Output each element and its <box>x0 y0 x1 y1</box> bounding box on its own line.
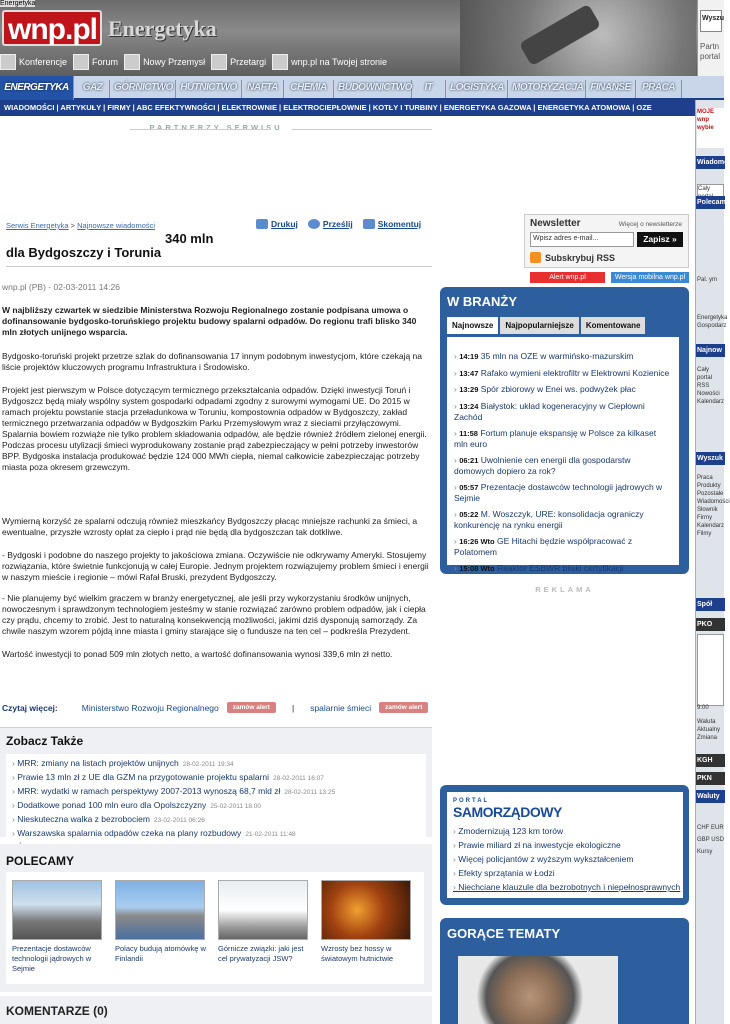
item-link[interactable]: Białystok: układ kogeneracyjny w Ciepłowni Zachód <box>454 400 645 422</box>
strip-header: PKN <box>696 772 725 785</box>
tab-hutnictwo[interactable]: HUTNICTWO <box>176 80 242 98</box>
tab-newest[interactable]: Najnowsze <box>447 317 498 334</box>
link-konferencje[interactable] <box>0 54 67 70</box>
top-links <box>0 52 387 72</box>
rss-icon <box>530 252 541 263</box>
article-paragraph: Projekt jest pierwszym w Polsce dotyczącym termicznego przekształcania odpadów. Dzięki inwestycji Toruń i Bydgoszcz będą miały wspólny system gospodarki odpadami zgodny z surowymi wymogami UE. Do 2015 w ramach projektu powstanie stacja przeładunkowa w Toruniu, kompostownia odpadów w Bydgoszczy, zakład termicznego przetwarzania odpadów w Bydgoszkim Parku Przemysłowym wraz z sieciami przyłączowymi. Spalarnia bowiem rozwiąże nie tylko problem składowania odpadów, ale będzie również źródłem zielonej energii. Podczas procesu utylizacji śmieci wyprodukowany zostanie prąd zabezpieczający w pełni potrzeby inwestorów BPP. Bydgoska instalacja produkować będzie 124 000 MWh ciepła, niemal całkowicie zabezpieczając potrzeby miasta poza okresem grzewczym. <box>2 385 427 472</box>
industry-news-box <box>440 287 689 574</box>
link-label: Nowy Przemysł <box>143 57 206 67</box>
item-link[interactable]: Nieskuteczna walka z bezrobociem <box>17 814 150 824</box>
list-item[interactable] <box>12 757 420 771</box>
printer-icon <box>256 219 268 229</box>
link-label: Forum <box>92 57 119 67</box>
widget-icon <box>272 54 288 70</box>
strip-header: Wiadomo <box>696 156 725 169</box>
tab-popular[interactable]: Najpopularniejsze <box>500 317 578 334</box>
sub-navigation[interactable]: WIADOMOŚCI | ARTYKUŁY | FIRMY | ABC EFEKTYWNOŚCI | ELEKTROWNIE | ELEKTROCIEPŁOWNIE | KOTŁY I TURBINY | ENERGETYKA GAZOWA | ENERGETYKA ATOMOWA | OZE <box>0 100 724 116</box>
list-item[interactable] <box>12 813 420 827</box>
link-widget[interactable] <box>272 54 387 70</box>
rss-label: Subskrybuj RSS <box>545 252 616 263</box>
portal-link[interactable]: › Zmodernizują 123 km torów <box>453 824 677 838</box>
item-time: 16:26 Wto <box>459 536 495 546</box>
article-byline: wnp.pl (PB) - 02-03-2011 14:26 <box>2 282 120 292</box>
tab-motoryzacja[interactable]: MOTORYZACJA <box>508 80 586 98</box>
item-date: 21-02-2011 11:48 <box>245 831 296 838</box>
partners-label: PARTNERZY SERWISU <box>0 123 432 135</box>
site-logo[interactable]: wnp.pl <box>2 10 102 46</box>
list-item[interactable] <box>12 827 420 841</box>
right-strip <box>695 100 730 1024</box>
article-lead: W najbliższy czwartek w siedzibie Ministerstwa Rozwoju Regionalnego zostanie podpisana umowa o dofinansowanie bydgosko-toruńskiego projektu budowy spalarni odpadów. Do regionu trafi blisko 340 mln złotych unijnego wsparcia. <box>2 305 417 337</box>
link-nowy-przemysl[interactable] <box>124 54 205 70</box>
category-tabs <box>0 76 724 100</box>
stock-chart <box>697 634 724 706</box>
mobile-version-button[interactable]: Wersja mobilna wnp.pl <box>611 272 689 283</box>
item-time: 15:08 Wto <box>459 563 495 573</box>
send-button[interactable] <box>308 219 353 229</box>
order-alert-button[interactable]: zamów alert <box>227 702 276 713</box>
breadcrumb-home[interactable]: Serwis Energetyka <box>6 221 69 230</box>
item-link[interactable]: Prezentacje dostawców technologii jądrowych w Sejmie <box>454 481 663 503</box>
strip-text: Waluta Aktualny Zmiana <box>697 719 721 741</box>
portal-link[interactable]: › Efekty sprzątania w Łodzi <box>453 866 677 880</box>
link-label: Przetargi <box>230 57 267 67</box>
tab-nafta[interactable]: NAFTA <box>242 80 284 98</box>
strip-header: Polecamy <box>696 196 725 209</box>
partner-text: Partn portal <box>700 42 721 61</box>
strip-header: KGH <box>696 754 725 767</box>
tab-gornictwo[interactable]: GÓRNICTWO <box>110 80 176 98</box>
item-link[interactable]: Uwolnienie cen energii dla gospodarstw domowych dopiero za rok? <box>454 454 631 476</box>
newsletter-box <box>524 214 689 268</box>
list-item[interactable] <box>12 785 420 799</box>
item-time: 05:22 <box>459 509 479 519</box>
item-link[interactable]: Rafako wymieni elektrofiltr w Elektrowni Kozienice <box>480 367 670 378</box>
item-link[interactable]: Prawie 13 mln zł z UE dla GZM na przygotowanie projektu spalarni <box>17 772 270 782</box>
hot-topics-title: GORĄCE TEMATY <box>447 926 561 941</box>
list-item[interactable] <box>454 428 672 450</box>
link-label: Konferencje <box>19 57 68 67</box>
list-item[interactable] <box>454 536 672 558</box>
newsletter-title: Newsletter <box>530 218 581 229</box>
hot-topic-photo[interactable] <box>458 956 618 1024</box>
list-item[interactable] <box>454 401 672 423</box>
recommended-link[interactable]: Polacy budują atomówkę w Finlandii <box>115 944 206 963</box>
item-time: 14:19 <box>459 352 479 361</box>
read-more-label: Czytaj więcej: <box>2 702 58 713</box>
item-time: 13:29 <box>459 385 479 394</box>
my-wnp-widget[interactable]: MOJE wnp wybie <box>697 108 724 148</box>
comment-label: Skomentuj <box>377 219 422 229</box>
cooling-towers-image[interactable] <box>12 880 102 940</box>
portal-samorzadowy-box <box>440 785 689 905</box>
item-time: 11:58 <box>459 428 478 438</box>
separator: | <box>291 702 295 713</box>
list-item[interactable] <box>454 351 672 363</box>
item-date: 25-02-2011 18:00 <box>210 803 262 810</box>
tag-link-mrr[interactable]: Ministerstwo Rozwoju Regionalnego <box>81 702 219 713</box>
strip-text: Cały portal RSS Nowości Kalendarz <box>697 367 725 405</box>
article-paragraph: - Bydgoski i podobne do naszego projekty to jakościowa zmiana. Oczywiście nie odkrywamy Ameryki. Stosujemy rozwiązania, które świetnie funkcjonują w całej Europie. Jednym projektem rozwiązujemy problem śmieci i energii w naszym mieście i regionie – mówi Rafał Bruski, prezydent Bydgoszczy. <box>2 550 429 582</box>
recommended-box <box>0 844 432 992</box>
tag-link-spalarnie[interactable]: spalarnie śmieci <box>310 702 372 713</box>
read-more <box>2 702 428 713</box>
magazine-icon <box>124 54 140 70</box>
article-paragraph: Wartość inwestycji to ponad 509 mln złotych netto, a wartość dofinansowania wynosi 339,6 mln zł netto. <box>2 649 393 659</box>
currency-list: CHF EUR GBP USD Kursy <box>697 825 724 855</box>
recommended-item[interactable] <box>321 880 413 976</box>
item-date: 28-02-2011 19:34 <box>182 761 234 768</box>
item-link[interactable]: Warszawska spalarnia odpadów czeka na plany rozbudowy <box>17 828 242 838</box>
order-alert-button[interactable]: zamów alert <box>379 702 428 713</box>
see-also-box <box>0 727 432 837</box>
link-przetargi[interactable] <box>211 54 266 70</box>
tab-chemia[interactable]: CHEMIA <box>284 80 334 98</box>
header-search-input[interactable]: Wyszu <box>700 10 722 32</box>
item-link[interactable]: MRR: zmiany na listach projektów unijnych <box>17 758 179 768</box>
link-label: wnp.pl na Twojej stronie <box>291 57 387 67</box>
strip-header: Wyszuk <box>696 452 725 465</box>
portal-logo-sub: PORTAL <box>453 798 490 804</box>
list-item[interactable] <box>454 563 672 575</box>
header-search-box <box>697 0 724 76</box>
portal-inner <box>447 792 683 898</box>
portal-link[interactable]: › Więcej policjantów z wyższym wykształceniem <box>453 852 677 866</box>
item-time: 06:21 <box>459 455 479 465</box>
conference-icon <box>0 54 16 70</box>
tiny-tag: Energetyka <box>0 0 36 7</box>
strip-text: 9:00 <box>697 705 709 711</box>
portal-link[interactable]: › Prawie miliard zł na inwestycje ekologiczne <box>453 838 677 852</box>
print-button[interactable] <box>256 219 298 229</box>
strip-header: Waluty <box>696 790 725 803</box>
see-also-list <box>6 754 426 858</box>
list-item[interactable] <box>454 482 672 504</box>
article-actions <box>256 219 421 229</box>
article-paragraph: - Nie planujemy być wielkim graczem w branży energetycznej, ale jeśli przy wykorzystaniu środków unijnych, nowoczesnym i sprawdzonym technologiem jesteśmy w stanie rozwiązać zarówno problem odpadów, jak i ciepła czy prądu, chcemy to zrobić. Jest to naturalną konsekwencją możliwości, jakimi dziś dysponują samorządy. Za chwile naszym wzorem pójdą inne miasta i gminy starające się o fundusze na ten cel – podkreśla Prezydent. <box>2 593 426 636</box>
list-item[interactable] <box>454 509 672 531</box>
steel-mill-image[interactable] <box>321 880 411 940</box>
recommended-items <box>6 872 424 984</box>
list-item[interactable] <box>454 368 672 380</box>
item-link[interactable]: MRR: wydatki w ramach perspektywy 2007-2013 wynoszą 68,7 mld zł <box>17 786 281 796</box>
comment-button[interactable] <box>363 219 421 229</box>
industry-list <box>447 337 679 573</box>
list-item[interactable] <box>454 455 672 477</box>
section-logo[interactable]: Energetyka <box>108 16 217 41</box>
item-time: 13:24 <box>459 401 479 411</box>
subscribe-button[interactable]: Zapisz » <box>637 232 683 247</box>
print-label: Drukuj <box>271 219 298 229</box>
strip-header: PKO <box>696 618 725 631</box>
strip-select[interactable]: Cały <box>697 184 724 198</box>
article-title-line1: 340 mln <box>165 231 214 246</box>
tab-energetyka[interactable]: ENERGETYKA <box>0 76 74 100</box>
article-title-line2: dla Bydgoszczy i Torunia <box>6 245 162 260</box>
hot-topics-box <box>440 918 689 1024</box>
portal-logo-name: SAMORZĄDOWY <box>453 804 562 820</box>
email-input[interactable]: Wpisz adres e-mail... <box>530 232 634 247</box>
item-link[interactable]: Reaktor ESBWR bliski certyfikacji <box>497 562 624 573</box>
link-forum[interactable] <box>73 54 118 70</box>
portal-logo[interactable] <box>453 798 677 824</box>
send-label: Prześlij <box>322 219 353 229</box>
item-link[interactable]: Fortum planuje ekspansję w Polsce za kilkaset mln euro <box>454 427 657 449</box>
newsletter-more-link[interactable]: Więcej o newsletterze <box>618 221 682 228</box>
recommended-link[interactable]: Wzrosty bez hossy w światowym hutnictwie <box>321 944 394 963</box>
ad-label: REKLAMA <box>535 585 594 594</box>
tab-budownictwo[interactable]: BUDOWNICTWO <box>334 80 412 98</box>
comments-title[interactable]: KOMENTARZE (0) <box>6 1004 108 1018</box>
tab-commented[interactable]: Komentowane <box>581 317 646 334</box>
article-paragraph: Bydgosko-toruński projekt przetrze szlak do dofinansowania 17 innym podobnym inwestycjom, które czekają na liście projektów kluczowych programu Infrastruktura i Środowisko. <box>2 351 423 372</box>
tab-it[interactable]: IT <box>412 80 446 98</box>
recommended-item[interactable] <box>115 880 207 976</box>
recommended-item[interactable] <box>218 880 310 976</box>
strip-text: Praca Produkty Pozostałe Wiadomości Słownik Firmy Kalendarz Filmy <box>697 475 730 537</box>
mine-tower-image[interactable] <box>218 880 308 940</box>
breadcrumb-section[interactable]: Najnowsze wiadomości <box>77 221 156 230</box>
tab-finanse[interactable]: FINANSE <box>586 80 636 98</box>
item-link[interactable]: 35 mln na OZE w warmińsko-mazurskim <box>480 351 634 361</box>
tender-icon <box>211 54 227 70</box>
see-also-title: Zobacz Także <box>6 734 84 748</box>
recommended-item[interactable] <box>12 880 104 976</box>
tab-praca[interactable]: PRACA <box>636 80 682 98</box>
recommended-link[interactable]: Prezentacje dostawców technologii jądrowych w Sejmie <box>12 944 92 973</box>
breadcrumb <box>6 221 155 230</box>
comments-box <box>0 996 432 1024</box>
item-link[interactable]: GE Hitachi będzie współpracować z Polatomem <box>454 535 633 557</box>
divider <box>6 266 432 267</box>
item-time: 05:57 <box>459 482 479 492</box>
item-date: 28-02-2011 13:25 <box>284 789 336 796</box>
strip-text: Pal. ym <box>697 277 718 283</box>
item-link[interactable]: Spór zbiorowy w Enei ws. podwyżek płac <box>480 384 636 394</box>
item-date: 23-02-2011 06:26 <box>153 817 205 824</box>
alert-wnp-button[interactable]: Alert wnp.pl <box>530 272 605 283</box>
tab-gaz[interactable]: GAZ <box>76 80 110 98</box>
item-link[interactable]: Dodatkowe ponad 100 mln euro dla Opolszczyzny <box>17 800 207 810</box>
strip-header: Spół <box>696 598 725 611</box>
industry-tabs <box>447 317 645 334</box>
comment-icon <box>363 219 375 229</box>
list-item[interactable] <box>12 799 420 813</box>
recommended-title: POLECAMY <box>6 854 75 868</box>
forum-icon <box>73 54 89 70</box>
rss-link[interactable] <box>530 252 615 263</box>
list-item[interactable] <box>12 771 420 785</box>
portal-link[interactable]: › Niechciane klauzule dla bezrobotnych i niepełnosprawnych <box>453 880 677 894</box>
header <box>0 0 724 76</box>
item-time: 13:47 <box>459 368 479 378</box>
recommended-link[interactable]: Górnicze związki: jaki jest cel prywatyzacji JSW? <box>218 944 304 963</box>
at-icon <box>308 219 320 229</box>
item-date: 28-02-2011 16:07 <box>273 775 324 782</box>
article-paragraph: Wymierną korzyść ze spalarni odczują również mieszkańcy Bydgoszczy płacąc mniejsze rachunki za śmieci, a ewentualne, przyszłe wzrosty opłat za ciepło i prąd nie będą dla bydgoszczan tak dotkliwe. <box>2 516 418 537</box>
list-item[interactable] <box>454 384 672 396</box>
alert-buttons <box>530 272 689 283</box>
construction-site-image[interactable] <box>115 880 205 940</box>
industry-title: W BRANŻY <box>447 294 518 309</box>
strip-header: Najnow <box>696 344 725 357</box>
breadcrumb-separator: > <box>70 221 76 230</box>
item-link[interactable]: M. Woszczyk, URE: konsolidacja ograniczy konkurencję na rynku energii <box>454 508 644 530</box>
strip-text: Energetyka Gospodarz <box>697 315 728 329</box>
tab-logistyka[interactable]: LOGISTYKA <box>446 80 508 98</box>
